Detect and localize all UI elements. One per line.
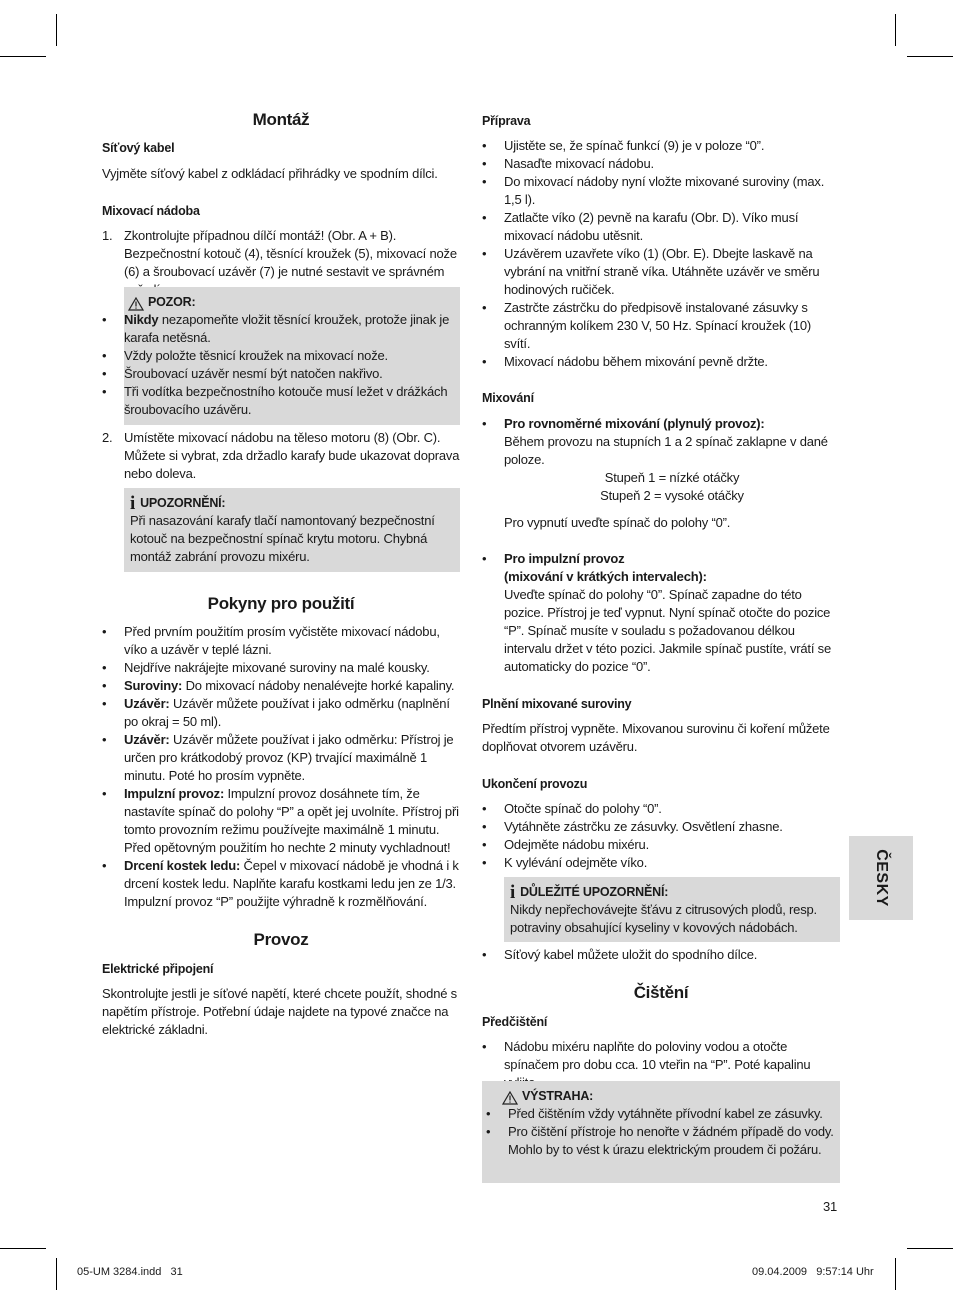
list-item: • Vytáhněte zástrčku ze zásuvky. Osvětlení zhasne. — [482, 818, 840, 836]
language-tab-label: ČESKY — [873, 849, 890, 907]
subheading-mixovaci-nadoba: Mixovací nádoba — [102, 204, 200, 218]
list-item: 1. Zkontrolujte případnou dílčí montáž! (Obr. A + B). Bezpečnostní kotouč (4), těsnící kroužek (5), mixovací nože (6) a šroubovací uzávěr (7) je nutné sestavit ve správném — [102, 228, 457, 279]
list-item: • Před prvním použitím prosím vyčistěte mixovací nádobu, víko a uzávěr v teplé lázni. — [102, 623, 460, 659]
bullet-list — [482, 946, 840, 964]
list-item: • Tři vodítka bezpečnostního kotouče musí ležet v drážkách šroubovacího uzávěru. — [102, 383, 454, 419]
list-item: • K vylévání odejměte víko. — [482, 854, 840, 872]
bullet-list — [482, 550, 840, 676]
footer-right: 09.04.2009 9:57:14 Uhr — [752, 1266, 874, 1278]
box-title: POZOR: — [148, 295, 196, 309]
list-item: • Uzávěr: Uzávěr můžete používat i jako odměrku: Přístroj je určen pro krátkodobý provoz (KP) trvající maximálně 1 minutu. Poté ho prosím vypněte. — [102, 731, 460, 785]
box-text: Nikdy nepřechovávejte šťávu z citrusových plodů, resp. potraviny obsahující kyseliny v kovových nádobách. — [510, 902, 817, 935]
warning-triangle-icon — [128, 297, 144, 311]
subheading-elektricke-pripojeni: Elektrické připojení — [102, 962, 214, 976]
paragraph: Vyjměte síťový kabel z odkládací přihrádky ve spodním dílci. — [102, 166, 438, 181]
subheading-ukonceni: Ukončení provozu — [482, 777, 588, 791]
box-title: DŮLEŽITÉ UPOZORNĚNÍ: — [520, 885, 669, 899]
section-title-provoz: Provoz — [253, 930, 309, 949]
info-icon: i — [130, 493, 136, 514]
box-title: VÝSTRAHA: — [522, 1089, 594, 1103]
crop-mark — [56, 14, 57, 46]
crop-mark — [0, 56, 46, 57]
list-item: • Do mixovací nádoby nyní vložte mixované suroviny (max. 1,5 l). — [482, 173, 840, 209]
section-title-cisteni: Čištění — [633, 983, 689, 1002]
warning-box-vystraha — [482, 1081, 840, 1183]
list-item: • Nikdy nezapomeňte vložit těsnící kroužek, protože jinak je karafa netěsná. — [102, 311, 454, 347]
list-item: • Nasaďte mixovací nádobu. — [482, 155, 840, 173]
list-item: • Uzávěr: Uzávěr můžete používat i jako odměrku (naplnění po okraj = 50 ml). — [102, 695, 460, 731]
list-item: • Mixovací nádobu během mixování pevně držte. — [482, 353, 840, 371]
crop-mark — [895, 14, 896, 46]
list-item: • Pro čištění přístroje ho nenořte v žádném případě do vody. Mohlo by to vést k úrazu elektrickým proudem či požáru. — [486, 1123, 834, 1159]
paragraph: Skontrolujte jestli je síťové napětí, které chcete použít, shodné s napětím přístroje. Potřební údaje najdete na typové značce na elektrické základni. — [102, 986, 457, 1037]
list-item: • Suroviny: Do mixovací nádoby nenalévejte horké kapaliny. — [102, 677, 460, 695]
numbered-list — [102, 429, 460, 483]
box-text: Při nasazování karafy tlačí namontovaný bezpečnostní kotouč na bezpečnostní spínač krytu motoru. Chybná montáž zabrání provozu mixéru. — [130, 513, 435, 564]
box-title: UPOZORNĚNÍ: — [140, 496, 226, 510]
list-item: • Pro impulzní provoz (mixování v krátkých intervalech): Uveďte spínač do polohy “0”. Spínač zapadne do této pozice. Přístroj je teď vypnut. Nyní spínač otočte do pozice “P”. Spínač musíte v souladu s požadovanou délkou intervalu držet v této pozici. Jakmile spínač pustíte, vrátí se automaticky do pozice “0”. — [482, 550, 840, 676]
speed-level-2: Stupeň 2 = vysoké otáčky — [600, 488, 744, 503]
paragraph: Pro vypnutí uveďte spínač do polohy “0”. — [504, 515, 731, 530]
warning-triangle-icon — [502, 1091, 518, 1105]
list-item: • Odejměte nádobu mixéru. — [482, 836, 840, 854]
info-box-dulezite — [504, 877, 840, 942]
section-title-pokyny: Pokyny pro použití — [207, 594, 355, 613]
info-icon: i — [510, 882, 516, 903]
paragraph: Předtím přístroj vypněte. Mixovanou surovinu či koření můžete doplňovat otvorem uzávěru. — [482, 721, 830, 754]
subheading-mixovani: Mixování — [482, 391, 534, 405]
list-item: • Otočte spínač do polohy “0”. — [482, 800, 840, 818]
footer-left: 05-UM 3284.indd 31 — [77, 1266, 183, 1278]
crop-mark — [907, 56, 953, 57]
bullet-list — [102, 311, 454, 419]
subheading-priprava: Příprava — [482, 114, 531, 128]
crop-mark — [56, 1258, 57, 1290]
speed-level-1: Stupeň 1 = nízké otáčky — [604, 470, 740, 485]
language-tab — [849, 836, 913, 920]
crop-mark — [0, 1248, 46, 1249]
list-item: • Zatlačte víko (2) pevně na karafu (Obr. D). Víko musí mixovací nádobu utěsnit. — [482, 209, 840, 245]
subheading-plneni: Plnění mixované suroviny — [482, 697, 632, 711]
list-item: • Síťový kabel můžete uložit do spodního dílce. — [482, 946, 840, 964]
crop-mark — [895, 1258, 896, 1290]
list-item: • Nádobu mixéru naplňte do poloviny vodou a otočte spínačem pro dobu cca. 10 vteřin na “P”. Poté kapalinu — [482, 1038, 840, 1092]
info-box-upozorneni — [124, 488, 460, 572]
section-title-montaz: Montáž — [252, 110, 310, 129]
list-item: • Impulzní provoz: Impulzní provoz dosáhnete tím, že nastavíte spínač do polohy “P” a opět jej uvolníte. Přístroj při tomto provozním režimu používejte maximálně 1 minutu. Před opětovným použitím ho nechte 2 minuty vychladnout! — [102, 785, 460, 857]
warning-box-pozor — [124, 287, 460, 425]
list-item: • Vždy položte těsnicí kroužek na mixovací nože. — [102, 347, 454, 365]
subheading-predcisteni: Předčištění — [482, 1015, 548, 1029]
list-item: • Ujistěte se, že spínač funkcí (9) je v poloze “0”. — [482, 137, 840, 155]
bullet-list — [486, 1105, 834, 1159]
list-item: • Nejdříve nakrájejte mixované suroviny na malé kousky. — [102, 659, 460, 677]
bullet-list — [102, 623, 460, 911]
list-item: • Uzávěrem uzavřete víko (1) (Obr. E). Dbejte laskavě na vybrání na vnitřní straně víka. Utáhněte uzávěr ve směru hodinových ručiček. — [482, 245, 840, 299]
page-number: 31 — [823, 1199, 838, 1214]
crop-mark — [907, 1248, 953, 1249]
bullet-list — [482, 415, 840, 505]
list-item: • Drcení kostek ledu: Čepel v mixovací nádobě je vhodná i k drcení kostek ledu. Naplňte karafu kostkami ledu jen ze 1/3. Impulzní provoz “P” použijte výhradně k rozmělňování. — [102, 857, 460, 911]
list-item: • Šroubovací uzávěr nesmí být natočen nakřivo. — [102, 365, 454, 383]
list-item: • Zastrčte zástrčku do předpisově instalované zásuvky s ochranným kolíkem 230 V, 50 Hz. Spínací kroužek (10) svítí. — [482, 299, 840, 353]
list-item: 2. Umístěte mixovací nádobu na těleso motoru (8) (Obr. C). Můžete si vybrat, zda držadlo karafy bude ukazovat doprava nebo doleva. — [102, 430, 460, 481]
bullet-list — [482, 137, 840, 371]
bullet-list — [482, 800, 840, 872]
subheading-sitovy-kabel: Síťový kabel — [102, 141, 175, 155]
list-item: • Před čištěním vždy vytáhněte přívodní kabel ze zásuvky. — [486, 1105, 834, 1123]
list-item: • Pro rovnoměrné mixování (plynulý provoz): Během provozu na stupních 1 a 2 spínač zaklapne v dané poloze. Stupeň 1 = nízké otáčky Stupeň 2 = vysoké otáčky — [482, 415, 840, 505]
